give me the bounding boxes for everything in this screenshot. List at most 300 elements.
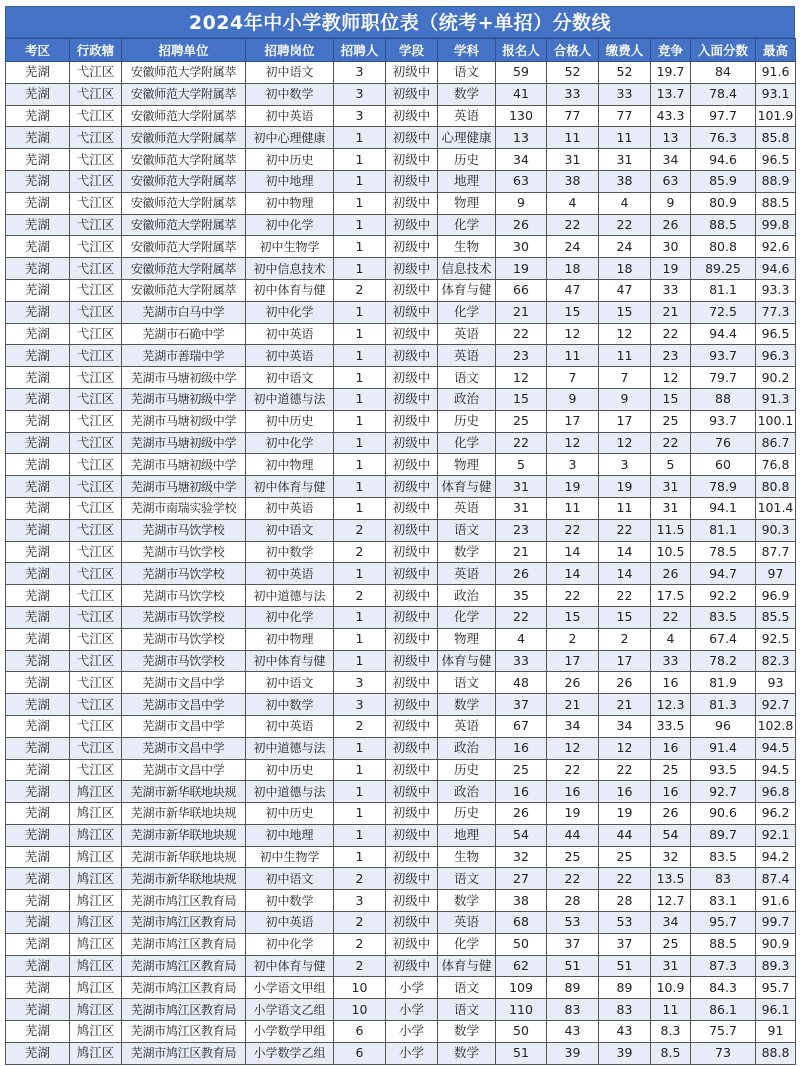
cell-top-score: 90.3: [756, 519, 796, 541]
cell-position: 初中英语: [246, 323, 334, 345]
cell-district: 芜湖: [6, 323, 70, 345]
cell-district: 芜湖: [6, 999, 70, 1021]
cell-hire-count: 2: [334, 541, 386, 563]
cell-top-score: 92.5: [756, 628, 796, 650]
cell-top-score: 87.4: [756, 868, 796, 890]
cell-school-level: 初级中: [386, 803, 438, 825]
cell-competition-ratio: 34: [651, 912, 691, 934]
cell-interview-score: 93.7: [691, 410, 756, 432]
cell-subject: 政治: [438, 585, 496, 607]
cell-admin-area: 弋江区: [70, 497, 122, 519]
cell-admin-area: 弋江区: [70, 279, 122, 301]
cell-position: 小学数学乙组: [246, 1042, 334, 1064]
cell-competition-ratio: 10.5: [651, 541, 691, 563]
cell-position: 初中心理健康: [246, 127, 334, 149]
column-header-paid: 缴费人: [599, 39, 651, 62]
cell-school-level: 初级中: [386, 301, 438, 323]
cell-applicants: 48: [496, 672, 547, 694]
cell-position: 初中数学: [246, 541, 334, 563]
table-body: [6, 62, 796, 1065]
cell-hire-count: 1: [334, 606, 386, 628]
cell-position: 初中化学: [246, 301, 334, 323]
cell-qualified: 53: [547, 912, 599, 934]
cell-recruiting-unit: 芜湖市马饮学校: [122, 606, 246, 628]
cell-top-score: 88.5: [756, 192, 796, 214]
cell-admin-area: 弋江区: [70, 236, 122, 258]
table-row: [6, 628, 796, 650]
cell-hire-count: 1: [334, 759, 386, 781]
cell-interview-score: 88.5: [691, 933, 756, 955]
cell-interview-score: 89.25: [691, 258, 756, 280]
cell-paid: 34: [599, 715, 651, 737]
cell-interview-score: 86.1: [691, 999, 756, 1021]
cell-subject: 语文: [438, 999, 496, 1021]
cell-subject: 历史: [438, 759, 496, 781]
cell-hire-count: 6: [334, 1021, 386, 1043]
cell-district: 芜湖: [6, 650, 70, 672]
cell-interview-score: 93.7: [691, 345, 756, 367]
cell-recruiting-unit: 芜湖市马饮学校: [122, 585, 246, 607]
cell-applicants: 27: [496, 868, 547, 890]
cell-district: 芜湖: [6, 694, 70, 716]
cell-district: 芜湖: [6, 388, 70, 410]
cell-competition-ratio: 12.7: [651, 890, 691, 912]
cell-subject: 心理健康: [438, 127, 496, 149]
cell-interview-score: 81.3: [691, 694, 756, 716]
cell-qualified: 11: [547, 127, 599, 149]
cell-applicants: 26: [496, 214, 547, 236]
table-row: [6, 650, 796, 672]
cell-recruiting-unit: 芜湖市新华联地块规: [122, 824, 246, 846]
cell-position: 小学数学甲组: [246, 1021, 334, 1043]
cell-paid: 11: [599, 127, 651, 149]
table-row: [6, 236, 796, 258]
cell-paid: 9: [599, 388, 651, 410]
cell-top-score: 92.1: [756, 824, 796, 846]
cell-hire-count: 1: [334, 824, 386, 846]
cell-hire-count: 1: [334, 563, 386, 585]
cell-subject: 语文: [438, 519, 496, 541]
cell-competition-ratio: 63: [651, 170, 691, 192]
cell-school-level: 初级中: [386, 476, 438, 498]
cell-applicants: 13: [496, 127, 547, 149]
cell-subject: 语文: [438, 868, 496, 890]
cell-subject: 政治: [438, 737, 496, 759]
cell-paid: 77: [599, 105, 651, 127]
cell-paid: 11: [599, 345, 651, 367]
cell-qualified: 15: [547, 606, 599, 628]
cell-position: 小学语文乙组: [246, 999, 334, 1021]
cell-paid: 15: [599, 606, 651, 628]
cell-recruiting-unit: 芜湖市鸠江区教育局: [122, 933, 246, 955]
cell-school-level: 初级中: [386, 585, 438, 607]
cell-competition-ratio: 34: [651, 149, 691, 171]
cell-recruiting-unit: 安徽师范大学附属萃: [122, 149, 246, 171]
cell-applicants: 15: [496, 388, 547, 410]
cell-position: 初中体育与健: [246, 279, 334, 301]
table-row: [6, 846, 796, 868]
cell-school-level: 初级中: [386, 824, 438, 846]
cell-competition-ratio: 16: [651, 672, 691, 694]
column-header-admin-area: 行政辖: [70, 39, 122, 62]
cell-position: 初中道德与法: [246, 781, 334, 803]
cell-top-score: 90.2: [756, 367, 796, 389]
cell-interview-score: 78.5: [691, 541, 756, 563]
cell-qualified: 83: [547, 999, 599, 1021]
cell-admin-area: 弋江区: [70, 170, 122, 192]
cell-position: 初中英语: [246, 563, 334, 585]
cell-district: 芜湖: [6, 301, 70, 323]
cell-applicants: 16: [496, 781, 547, 803]
cell-recruiting-unit: 安徽师范大学附属萃: [122, 279, 246, 301]
cell-applicants: 25: [496, 759, 547, 781]
cell-qualified: 18: [547, 258, 599, 280]
cell-paid: 14: [599, 541, 651, 563]
table-row: [6, 323, 796, 345]
cell-competition-ratio: 16: [651, 781, 691, 803]
cell-competition-ratio: 9: [651, 192, 691, 214]
cell-hire-count: 3: [334, 890, 386, 912]
table-row: [6, 803, 796, 825]
table-row: [6, 868, 796, 890]
cell-interview-score: 97.7: [691, 105, 756, 127]
cell-competition-ratio: 21: [651, 301, 691, 323]
cell-interview-score: 79.7: [691, 367, 756, 389]
cell-admin-area: 弋江区: [70, 715, 122, 737]
cell-school-level: 初级中: [386, 83, 438, 105]
cell-applicants: 16: [496, 737, 547, 759]
cell-admin-area: 弋江区: [70, 585, 122, 607]
cell-top-score: 99.8: [756, 214, 796, 236]
cell-admin-area: 弋江区: [70, 476, 122, 498]
cell-paid: 22: [599, 585, 651, 607]
cell-qualified: 22: [547, 759, 599, 781]
table-row: [6, 301, 796, 323]
cell-admin-area: 鸠江区: [70, 1042, 122, 1064]
cell-admin-area: 弋江区: [70, 432, 122, 454]
cell-applicants: 19: [496, 258, 547, 280]
cell-top-score: 96.2: [756, 803, 796, 825]
cell-top-score: 91: [756, 1021, 796, 1043]
cell-top-score: 99.7: [756, 912, 796, 934]
cell-applicants: 59: [496, 62, 547, 84]
cell-district: 芜湖: [6, 83, 70, 105]
cell-qualified: 3: [547, 454, 599, 476]
cell-hire-count: 1: [334, 236, 386, 258]
cell-competition-ratio: 25: [651, 933, 691, 955]
cell-recruiting-unit: 芜湖市文昌中学: [122, 715, 246, 737]
table-row: [6, 541, 796, 563]
cell-recruiting-unit: 安徽师范大学附属萃: [122, 236, 246, 258]
cell-admin-area: 弋江区: [70, 367, 122, 389]
cell-admin-area: 鸠江区: [70, 868, 122, 890]
table-row: [6, 824, 796, 846]
cell-applicants: 67: [496, 715, 547, 737]
table-row: [6, 933, 796, 955]
cell-recruiting-unit: 安徽师范大学附属萃: [122, 214, 246, 236]
cell-applicants: 37: [496, 694, 547, 716]
table-row: [6, 345, 796, 367]
cell-qualified: 15: [547, 301, 599, 323]
cell-district: 芜湖: [6, 781, 70, 803]
cell-district: 芜湖: [6, 410, 70, 432]
cell-school-level: 初级中: [386, 127, 438, 149]
cell-admin-area: 鸠江区: [70, 955, 122, 977]
cell-admin-area: 弋江区: [70, 323, 122, 345]
table-row: [6, 672, 796, 694]
cell-applicants: 33: [496, 650, 547, 672]
cell-admin-area: 弋江区: [70, 127, 122, 149]
cell-position: 初中地理: [246, 824, 334, 846]
table-title: 2024年中小学教师职位表（统考+单招）分数线: [5, 6, 795, 38]
cell-top-score: 101.9: [756, 105, 796, 127]
cell-applicants: 23: [496, 519, 547, 541]
cell-hire-count: 2: [334, 868, 386, 890]
cell-interview-score: 85.9: [691, 170, 756, 192]
table-row: [6, 410, 796, 432]
cell-qualified: 37: [547, 933, 599, 955]
cell-paid: 2: [599, 628, 651, 650]
cell-position: 初中地理: [246, 170, 334, 192]
cell-paid: 22: [599, 759, 651, 781]
cell-subject: 政治: [438, 388, 496, 410]
cell-school-level: 小学: [386, 977, 438, 999]
cell-position: 初中生物学: [246, 236, 334, 258]
cell-interview-score: 76: [691, 432, 756, 454]
cell-interview-score: 84.3: [691, 977, 756, 999]
cell-subject: 化学: [438, 301, 496, 323]
cell-district: 芜湖: [6, 1042, 70, 1064]
cell-recruiting-unit: 芜湖市鸠江区教育局: [122, 977, 246, 999]
cell-paid: 89: [599, 977, 651, 999]
cell-subject: 数学: [438, 541, 496, 563]
cell-top-score: 94.5: [756, 737, 796, 759]
cell-recruiting-unit: 芜湖市文昌中学: [122, 672, 246, 694]
cell-admin-area: 弋江区: [70, 628, 122, 650]
cell-position: 初中化学: [246, 214, 334, 236]
cell-subject: 体育与健: [438, 279, 496, 301]
cell-paid: 28: [599, 890, 651, 912]
cell-subject: 物理: [438, 192, 496, 214]
cell-position: 初中语文: [246, 62, 334, 84]
column-header-top-score: 最高: [756, 39, 796, 62]
cell-interview-score: 88.5: [691, 214, 756, 236]
cell-qualified: 39: [547, 1042, 599, 1064]
cell-district: 芜湖: [6, 890, 70, 912]
cell-admin-area: 弋江区: [70, 301, 122, 323]
cell-top-score: 96.8: [756, 781, 796, 803]
cell-qualified: 47: [547, 279, 599, 301]
cell-interview-score: 94.6: [691, 149, 756, 171]
cell-position: 初中语文: [246, 868, 334, 890]
cell-subject: 历史: [438, 149, 496, 171]
cell-qualified: 24: [547, 236, 599, 258]
cell-admin-area: 弋江区: [70, 563, 122, 585]
cell-subject: 体育与健: [438, 955, 496, 977]
cell-qualified: 33: [547, 83, 599, 105]
column-header-applicants: 报名人: [496, 39, 547, 62]
cell-school-level: 初级中: [386, 912, 438, 934]
cell-paid: 39: [599, 1042, 651, 1064]
cell-district: 芜湖: [6, 563, 70, 585]
table-row: [6, 912, 796, 934]
cell-applicants: 21: [496, 541, 547, 563]
cell-recruiting-unit: 安徽师范大学附属萃: [122, 62, 246, 84]
cell-interview-score: 78.2: [691, 650, 756, 672]
cell-paid: 12: [599, 432, 651, 454]
cell-top-score: 96.9: [756, 585, 796, 607]
cell-hire-count: 1: [334, 323, 386, 345]
cell-school-level: 初级中: [386, 519, 438, 541]
cell-subject: 化学: [438, 432, 496, 454]
cell-qualified: 22: [547, 585, 599, 607]
cell-top-score: 89.3: [756, 955, 796, 977]
cell-district: 芜湖: [6, 628, 70, 650]
cell-interview-score: 96: [691, 715, 756, 737]
cell-recruiting-unit: 芜湖市马塘初级中学: [122, 454, 246, 476]
cell-qualified: 11: [547, 497, 599, 519]
cell-top-score: 96.1: [756, 999, 796, 1021]
cell-interview-score: 92.7: [691, 781, 756, 803]
cell-applicants: 22: [496, 432, 547, 454]
cell-qualified: 38: [547, 170, 599, 192]
cell-subject: 语文: [438, 62, 496, 84]
cell-recruiting-unit: 芜湖市新华联地块规: [122, 868, 246, 890]
cell-top-score: 85.8: [756, 127, 796, 149]
column-header-district: 考区: [6, 39, 70, 62]
cell-subject: 化学: [438, 214, 496, 236]
cell-qualified: 22: [547, 519, 599, 541]
cell-position: 小学语文甲组: [246, 977, 334, 999]
cell-paid: 14: [599, 563, 651, 585]
cell-district: 芜湖: [6, 149, 70, 171]
cell-admin-area: 弋江区: [70, 672, 122, 694]
cell-district: 芜湖: [6, 715, 70, 737]
cell-hire-count: 1: [334, 628, 386, 650]
cell-hire-count: 2: [334, 279, 386, 301]
cell-recruiting-unit: 芜湖市文昌中学: [122, 694, 246, 716]
cell-school-level: 初级中: [386, 890, 438, 912]
cell-interview-score: 78.9: [691, 476, 756, 498]
cell-interview-score: 80.9: [691, 192, 756, 214]
cell-top-score: 92.6: [756, 236, 796, 258]
cell-position: 初中英语: [246, 345, 334, 367]
cell-competition-ratio: 25: [651, 759, 691, 781]
cell-subject: 英语: [438, 563, 496, 585]
cell-top-score: 96.3: [756, 345, 796, 367]
cell-top-score: 97: [756, 563, 796, 585]
cell-top-score: 96.5: [756, 149, 796, 171]
cell-position: 初中英语: [246, 497, 334, 519]
cell-competition-ratio: 10.9: [651, 977, 691, 999]
cell-school-level: 初级中: [386, 541, 438, 563]
cell-competition-ratio: 22: [651, 606, 691, 628]
cell-district: 芜湖: [6, 279, 70, 301]
cell-hire-count: 3: [334, 105, 386, 127]
cell-admin-area: 弋江区: [70, 214, 122, 236]
cell-applicants: 32: [496, 846, 547, 868]
cell-competition-ratio: 30: [651, 236, 691, 258]
cell-subject: 物理: [438, 454, 496, 476]
cell-admin-area: 弋江区: [70, 737, 122, 759]
cell-subject: 体育与健: [438, 476, 496, 498]
cell-admin-area: 弋江区: [70, 345, 122, 367]
cell-admin-area: 弋江区: [70, 541, 122, 563]
cell-interview-score: 78.4: [691, 83, 756, 105]
cell-competition-ratio: 19: [651, 258, 691, 280]
cell-hire-count: 3: [334, 672, 386, 694]
cell-school-level: 初级中: [386, 170, 438, 192]
column-header-position: 招聘岗位: [246, 39, 334, 62]
cell-position: 初中语文: [246, 672, 334, 694]
table-row: [6, 105, 796, 127]
table-row: [6, 955, 796, 977]
cell-district: 芜湖: [6, 127, 70, 149]
cell-school-level: 小学: [386, 999, 438, 1021]
cell-recruiting-unit: 安徽师范大学附属萃: [122, 192, 246, 214]
cell-top-score: 86.7: [756, 432, 796, 454]
cell-recruiting-unit: 芜湖市鸠江区教育局: [122, 890, 246, 912]
cell-district: 芜湖: [6, 977, 70, 999]
cell-applicants: 34: [496, 149, 547, 171]
cell-school-level: 初级中: [386, 410, 438, 432]
cell-district: 芜湖: [6, 170, 70, 192]
cell-paid: 22: [599, 868, 651, 890]
cell-position: 初中体育与健: [246, 650, 334, 672]
cell-top-score: 90.9: [756, 933, 796, 955]
cell-qualified: 22: [547, 868, 599, 890]
cell-admin-area: 弋江区: [70, 519, 122, 541]
cell-admin-area: 弋江区: [70, 606, 122, 628]
cell-school-level: 初级中: [386, 192, 438, 214]
cell-admin-area: 弋江区: [70, 454, 122, 476]
cell-top-score: 88.9: [756, 170, 796, 192]
cell-recruiting-unit: 安徽师范大学附属萃: [122, 258, 246, 280]
table-row: [6, 192, 796, 214]
cell-top-score: 88.8: [756, 1042, 796, 1064]
cell-recruiting-unit: 芜湖市马饮学校: [122, 650, 246, 672]
cell-competition-ratio: 33.5: [651, 715, 691, 737]
cell-competition-ratio: 43.3: [651, 105, 691, 127]
cell-school-level: 初级中: [386, 715, 438, 737]
table-row: [6, 585, 796, 607]
cell-interview-score: 94.1: [691, 497, 756, 519]
cell-qualified: 25: [547, 846, 599, 868]
cell-paid: 19: [599, 476, 651, 498]
cell-hire-count: 1: [334, 192, 386, 214]
cell-paid: 25: [599, 846, 651, 868]
cell-hire-count: 1: [334, 149, 386, 171]
cell-competition-ratio: 31: [651, 955, 691, 977]
table-row: [6, 999, 796, 1021]
cell-recruiting-unit: 安徽师范大学附属萃: [122, 83, 246, 105]
cell-competition-ratio: 31: [651, 497, 691, 519]
cell-top-score: 96.5: [756, 323, 796, 345]
cell-paid: 83: [599, 999, 651, 1021]
cell-district: 芜湖: [6, 737, 70, 759]
cell-recruiting-unit: 芜湖市马饮学校: [122, 541, 246, 563]
cell-recruiting-unit: 芜湖市文昌中学: [122, 759, 246, 781]
cell-position: 初中生物学: [246, 846, 334, 868]
cell-applicants: 110: [496, 999, 547, 1021]
cell-subject: 化学: [438, 933, 496, 955]
cell-qualified: 14: [547, 563, 599, 585]
cell-top-score: 91.6: [756, 62, 796, 84]
cell-position: 初中物理: [246, 454, 334, 476]
table-row: [6, 890, 796, 912]
cell-admin-area: 弋江区: [70, 650, 122, 672]
cell-competition-ratio: 11.5: [651, 519, 691, 541]
